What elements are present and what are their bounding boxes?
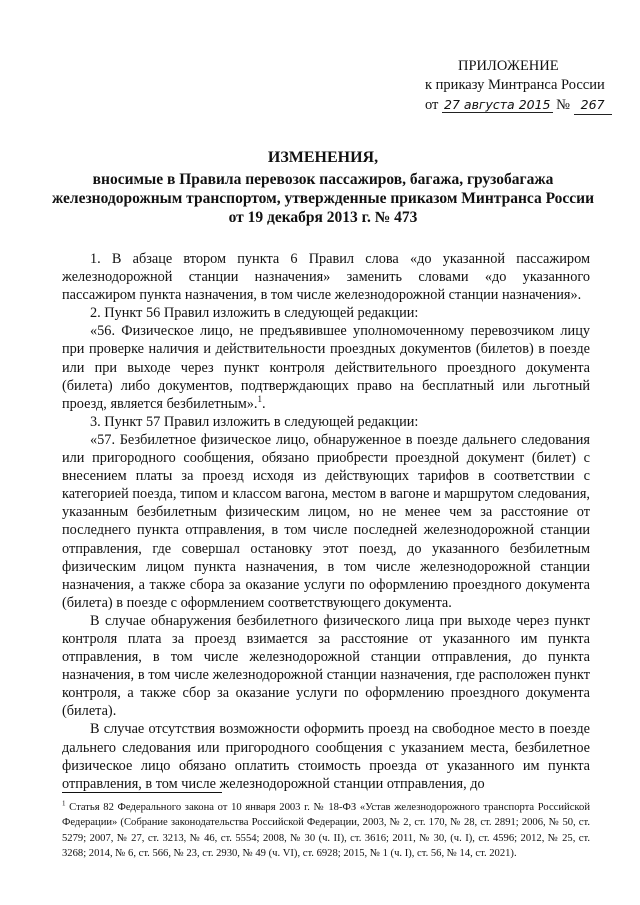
- heading-line-3: от 19 декабря 2013 г. № 473: [228, 209, 418, 226]
- footnote: [62, 800, 590, 862]
- paragraph-4: 3. Пункт 57 Правил изложить в следующей редакции:: [90, 413, 419, 430]
- paragraph-5: «57. Безбилетное физическое лицо, обнаруженное в поезде дальнего следования или пригородного сообщения, обязано приобрести проездной документ (билет) с внесением платы за проезд исходя из действующих тарифов в соответствии с категорией поезда, типом и классом вагона, местом в вагоне и маршрутом следования, указанным безбилетным физическим лицом, но не менее чем за расстояние от последнего пункта отправления, в том числе последней железнодорожной станции отправления, где совершал остановку этот поезд, до указанного безбилетным физическим лицом пункта назначения, в том числе железнодорожной станции назначения, а также сбора за оказание услуги по оформлению проездного документа (билета) в поезде с оформлением соответствующего документа.: [62, 431, 590, 611]
- paragraph-7: В случае отсутствия возможности оформить проезд на свободное место в поезде дальнего следования или пригородного сообщения с указанием места, безбилетное физическое лицо обязано оплатить стоимость проезда от указанного им пункта отправления, в том числе железнодорожной станции отправления, до: [62, 721, 590, 792]
- footnote-divider: [62, 792, 222, 793]
- appendix-order-line: к приказу Минтранса России: [425, 77, 605, 93]
- footnote-reference: 1: [257, 393, 263, 404]
- footnote-text: Статья 82 Федерального закона от 10 января 2003 г. № 18-ФЗ «Устав железнодорожного транспорта Российской Федерации» (Собрание законодательства Российской Федерации, 2003, № 2, ст. 170, № 28, ст. 2891; 2006, № 50, ст. 5279; 2007, № 27, ст. 3213, № 46, ст. 5554; 2008, № 30 (ч. II), ст. 3616; 2011, № 30, (ч. I), ст. 4596; 2012, № 25, ст. 3268; 2014, № 6, ст. 566, № 23, ст. 2930, № 49 (ч. VI), ст. 6928; 2015, № 1 (ч. I), ст. 56, № 14, ст. 2021).: [62, 802, 590, 860]
- heading-line-2: железнодорожным транспортом, утвержденные приказом Минтранса России: [51, 190, 595, 207]
- appendix-order-date: [425, 95, 620, 115]
- heading-title: ИЗМЕНЕНИЯ,: [267, 149, 379, 166]
- date-prefix: от: [425, 97, 439, 113]
- number-prefix: №: [556, 97, 570, 113]
- paragraph-3: [62, 322, 590, 412]
- paragraph-3-end: .: [262, 395, 266, 412]
- appendix-block: [425, 57, 620, 115]
- handwritten-order-number: 267: [574, 95, 612, 115]
- paragraph-2: 2. Пункт 56 Правил изложить в следующей редакции:: [90, 305, 419, 322]
- paragraph-6: В случае обнаружения безбилетного физического лица при выходе через пункт контроля плата за проезд взимается за расстояние от указанного им пункта отправления, в том числе железнодорожной станции отправления, до пункта назначения, в том числе железнодорожной станции назначения, где расположен пункт контроля, а также сбор за оказание услуги по оформлению проездного документа (билета).: [62, 612, 590, 720]
- footnote-marker: 1: [62, 799, 66, 808]
- handwritten-date: 27 августа 2015: [444, 97, 551, 112]
- document-heading: [50, 148, 596, 227]
- paragraph-1: 1. В абзаце втором пункта 6 Правил слова «до указанной пассажиром железнодорожной станции назначения» заменить словами «до указанного пассажиром пункта назначения, в том числе железнодорожной станции назначения».: [62, 251, 590, 304]
- heading-line-1: вносимые в Правила перевозок пассажиров, багажа, грузобагажа: [92, 171, 554, 188]
- appendix-title: ПРИЛОЖЕНИЕ: [458, 58, 559, 74]
- paragraph-3-text: «56. Физическое лицо, не предъявившее уполномоченному перевозчиком лицу при проверке наличия и действительности проездных документов (билетов) в поезде или при выходе через пункт контроля действительного проездного документа (билета) либо документов, подтверждающих право на бесплатный или льготный проезд, является безбилетным».: [62, 323, 590, 412]
- document-body: [62, 250, 590, 793]
